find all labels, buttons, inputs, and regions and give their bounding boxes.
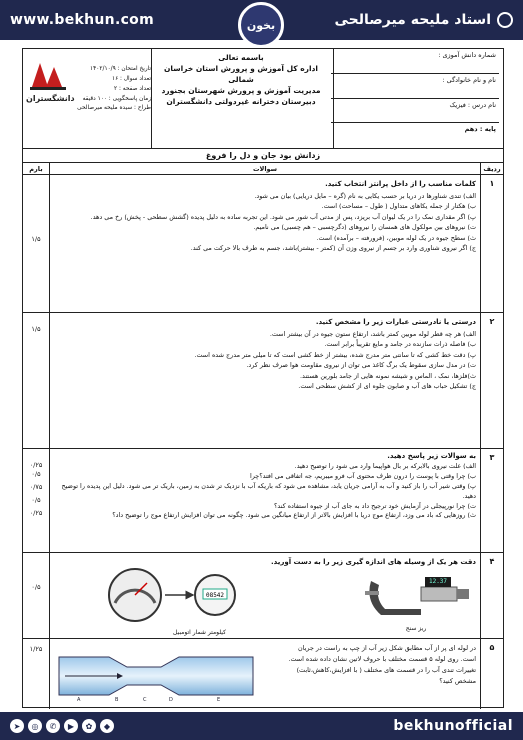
micrometer-display: 12.37 xyxy=(428,578,448,585)
person-icon xyxy=(497,12,513,28)
header-title: باسمه تعالی اداره کل آموزش و پرورش استان خراسان شمالی مدیریت آموزش و پرورش شهرستان بجنورد دبیرستان دخترانه غیردولتی دانشگستران xyxy=(161,53,321,106)
svg-text:08542: 08542 xyxy=(205,592,225,599)
question-2 xyxy=(23,313,503,449)
page-count: تعداد صفحه : ۲ xyxy=(114,85,151,92)
question-number: ۴ xyxy=(489,557,495,566)
exam-sheet xyxy=(22,48,504,708)
question-number: ۵ xyxy=(489,643,495,652)
svg-text:D: D xyxy=(169,697,173,703)
duration: زمان پاسخگویی : ۱۰۰ دقیقه xyxy=(82,95,151,102)
svg-text:E: E xyxy=(217,697,221,703)
col-row: ردیف xyxy=(483,165,501,173)
question-1 xyxy=(23,175,503,313)
question-score: ۰/۵ xyxy=(31,583,41,591)
youtube-icon[interactable]: ▶ xyxy=(64,719,78,733)
subject-field: نام درس : فیزیک xyxy=(331,99,499,124)
question-score: ۱/۲۵ xyxy=(29,645,43,653)
student-fields xyxy=(331,49,499,148)
question-count: تعداد سوال : ۱۶ xyxy=(111,75,151,82)
bekhun-logo: بخون xyxy=(238,2,284,48)
question-number: ۳ xyxy=(489,453,495,462)
designer: طراح : سیده ملیحه میرصالحی xyxy=(77,105,151,112)
student-name-field[interactable]: نام و نام خانوادگی : xyxy=(331,74,499,99)
university-logo: دانشگستران xyxy=(26,57,70,117)
question-body: دقت هر یک از وسیله های اندازه گیری زیر را به دست آورید. xyxy=(271,558,476,566)
question-score: ۱/۵ xyxy=(31,325,41,333)
exam-date: تاریخ امتحان : ۱۴۰۲/۱۰/۹ xyxy=(90,66,151,72)
pipe-diagram xyxy=(57,649,257,703)
logo-mark-icon xyxy=(26,57,70,91)
teacher-name: استاد ملیحه میرصالحی xyxy=(334,12,513,28)
svg-text:A: A xyxy=(77,697,81,703)
exam-header xyxy=(23,49,503,149)
whatsapp-icon[interactable]: ✆ xyxy=(46,719,60,733)
question-body: به سوالات زیر پاسخ دهید. الف) علت نیروی بالابرکه بر بال هواپیما وارد می شود را توضیح دهید. ب) چرا وقتی با پوست را درون ظرف محتوی آب فرو میبریم، جه اتفاقی می افتد؟چرا پ) وقتی شیر آب را باز کنید و آب به آرامی جریان یابد، مشاهده می شود که باریکه آب با نزدیک تر شدن به زمین، باریک تر می شود. دلیل این پدیده را توضیح دهید. ت) چرا نورپیجلی در آزمایش خود ترجیح داد به جای آب از جیوه استفاده کند؟ ث) روزهایی که باد می وزد، ارتفاع موج دریا با افزایش بالاتر از ارتفاع میانگین می شود. چگونه می توان افزایش ارتفاع موج را توضیح داد؟ xyxy=(61,452,476,520)
svg-text:C: C xyxy=(143,697,147,703)
student-id-field[interactable]: شماره دانش آموزی : xyxy=(331,49,499,74)
site-url[interactable]: www.bekhun.com xyxy=(10,12,154,28)
grade-field: پایه : دهم xyxy=(464,125,496,134)
question-5 xyxy=(23,639,503,709)
question-body: در لوله ای پر از آب مطابق شکل زیر آب از چپ به راست در جریان است. روی لوله ۵ قسمت مختلف با حروف لاتین نشان داده شده است. تغییرات تندی آب را در قسمت های مختلف ( با افزایش،کاهش،ثابت) مشخص کنید؟ xyxy=(288,644,476,685)
footer-bar xyxy=(0,712,523,740)
question-body: درستی یا نادرستی عبارات زیر را مشخص کنید. الف) هر چه قطر لوله موبین کمتر باشد، ارتفاع ستون جیوه در آن بیشتر است. ب) فاصله ذرات سازنده در جامد و مایع تقریباً برابر است. پ) دقت خط کشی که تا سانتی متر مدرج شده، بیشتر از خط کشی است که تا میلی متر مدرج شده است. ت) در مدل سازی سقوط یک برگ کاغذ می توان از نیروی مقاومت هوا صرف نظر کرد. ث)فلزها، نمک ، الماس و شیشه نمونه هایی از جامد بلورین هستند. ج) تشکیل حباب های آب و صابون جلوه ای از کشش سطحی است. xyxy=(194,318,476,391)
exam-motto: زدانش بود جان و دل را فروغ xyxy=(23,149,503,163)
micrometer-image xyxy=(361,571,471,631)
col-score: بارم xyxy=(29,165,43,173)
svg-text:B: B xyxy=(115,697,119,703)
exam-info xyxy=(73,65,151,114)
speedometer-image xyxy=(103,567,243,635)
question-number: ۱ xyxy=(489,179,495,188)
rubika-icon[interactable]: ◆ xyxy=(100,719,114,733)
question-scores: ۰/۲۵ ۰/۵ ۰/۷۵ ۰/۵ ۰/۲۵ xyxy=(29,461,43,518)
question-body: کلمات مناسب را از داخل پرانتز انتخاب کنید. الف) تندی شناورها در دریا بر حسب یکایی به نام (گره – مایل دریایی) بیان می شود. ب) هکتار از جمله یکاهای متداول ( طول – مساحت) است. پ) اگر مقداری نمک را در یک لیوان آب بریزد، پس از مدتی آب شور می شود. این تجربه ساده به دلیل پدیده (گشش سطحی - پخش) رخ می دهد. ت) نیروهای بین مولکول های همسان را نیروهای (دگرچسبی – هم چسبی) می نامیم. ث) سطح جیوه در یک لوله موبین، (فرورفته – برآمده) است. ج) اگر نیروی شناوری وارد بر جسم از نیروی وزن آن (کمتر - بیشتر)باشد، جسم به طرف بالا حرکت می کند. xyxy=(90,180,476,253)
column-header xyxy=(23,163,503,175)
social-icons xyxy=(10,719,114,733)
question-score: ۱/۵ xyxy=(31,235,41,243)
telegram-icon[interactable]: ➤ xyxy=(10,719,24,733)
col-questions: سوالات xyxy=(252,165,278,173)
question-3 xyxy=(23,449,503,553)
micrometer-caption: ریز سنج xyxy=(405,625,427,632)
speedometer-caption: کیلومتر شمار اتومبیل xyxy=(173,629,226,636)
instagram-icon[interactable]: ◎ xyxy=(28,719,42,733)
social-handle[interactable]: bekhunofficial xyxy=(393,718,513,734)
aparat-icon[interactable]: ✿ xyxy=(82,719,96,733)
question-number: ۲ xyxy=(489,317,495,326)
question-4 xyxy=(23,553,503,639)
